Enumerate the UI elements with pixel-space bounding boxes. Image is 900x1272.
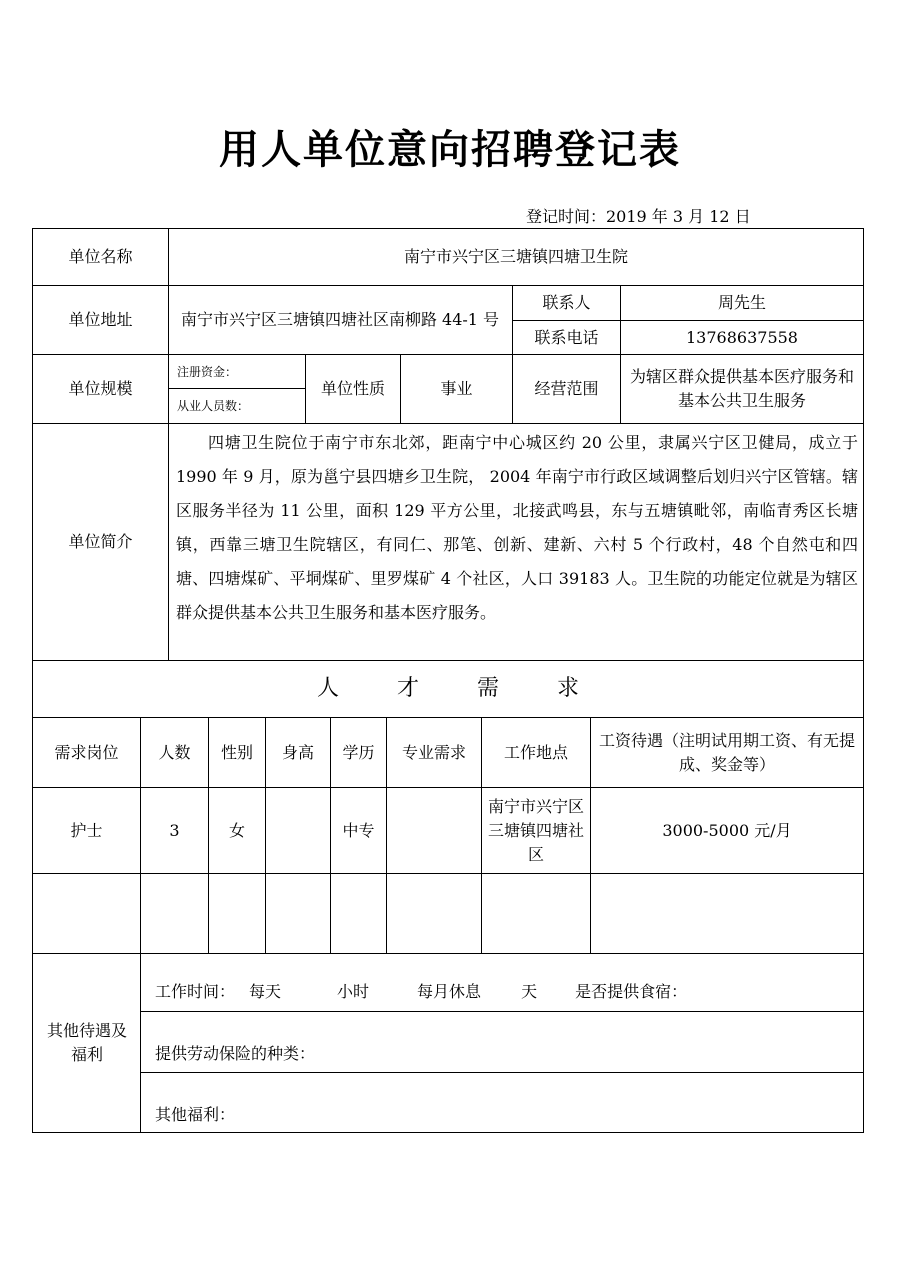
row1-education: 中专 [342,820,375,840]
unit-name-value: 南宁市兴宁区三塘镇四塘卫生院 [403,247,628,266]
other-welfare-row: 其他福利： [155,1104,236,1124]
header-education: 学历 [342,742,375,762]
board-label: 是否提供食宿： [575,981,688,1001]
unit-intro-label: 单位简介 [68,532,133,551]
welfare-label: 其他待遇及福利 [46,1021,127,1064]
unit-scale-label: 单位规模 [68,379,133,398]
header-height: 身高 [281,742,314,762]
unit-address-label: 单位地址 [68,310,133,329]
register-time: 登记时间：2019 年 3 月 12 日 [526,207,751,226]
unit-nature-value: 事业 [440,379,473,398]
work-time-row [141,972,863,1011]
row2-count [141,874,208,953]
row1-major [387,788,481,873]
unit-name-label: 单位名称 [68,247,133,266]
contact-value: 周先生 [717,293,766,312]
page-title: 用人单位意向招聘登记表 [219,126,681,173]
monthly-rest-label: 每月休息 [417,981,482,1001]
unit-address-value: 南宁市兴宁区三塘镇四塘社区南柳路 44-1 号 [180,310,500,329]
capital-label: 注册资金： [177,364,238,379]
hours-label: 小时 [337,981,370,1001]
days-label: 天 [521,981,538,1001]
row1-position: 护士 [70,820,103,840]
row2-major [387,874,481,953]
row2-location [482,874,590,953]
per-day-label: 每天 [249,981,282,1001]
row2-salary [591,874,863,953]
header-gender: 性别 [220,742,253,762]
header-location: 工作地点 [503,742,568,762]
staff-count-label: 从业人员数： [177,399,250,413]
header-count: 人数 [158,742,191,762]
unit-intro-text: 四塘卫生院位于南宁市东北郊，距南宁中心城区约 20 公里，隶属兴宁区卫健局，成立于 1990 年 9 月，原为邕宁县四塘乡卫生院， 2004 年南宁市行政区域调整后划归兴宁区管辖。辖区服务半径为 11 公里，面积 129 平方公里，北接武鸣县，东与五塘镇毗邻，南临青秀区长塘镇，西靠三塘卫生院辖区，有同仁、那笔、创新、建新、六村 5 个行政村，48 个自然屯和四塘、四塘煤矿、平垌煤矿、里罗煤矿 4 个社区，人口 39183 人。卫生院的功能定位就是为辖区群众提供基本公共卫生服务和基本医疗服务。 [176,433,858,622]
contact-label: 联系人 [542,293,591,312]
phone-label: 联系电话 [534,327,599,347]
work-time-label: 工作时间： [155,981,236,1001]
row2-gender [209,874,265,953]
row1-count: 3 [169,820,180,840]
row2-height [266,874,330,953]
row1-salary: 3000-5000 元/月 [662,820,792,840]
business-scope-value: 为辖区群众提供基本医疗服务和基本公共卫生服务 [629,367,854,410]
header-position: 需求岗位 [54,742,119,762]
row1-height [266,788,330,873]
business-scope-label: 经营范围 [534,379,599,398]
insurance-row: 提供劳动保险的种类： [155,1044,316,1063]
unit-nature-label: 单位性质 [320,379,385,398]
row2-position [33,874,140,953]
header-major: 专业需求 [401,742,466,762]
row2-education [331,874,386,953]
phone-value: 13768637558 [686,327,798,347]
row1-gender: 女 [228,820,245,840]
demand-heading: 人才需求 [316,676,637,701]
header-salary: 工资待遇（注明试用期工资、有无提成、奖金等） [598,730,855,774]
row1-location: 南宁市兴宁区三塘镇四塘社区 [488,796,585,864]
